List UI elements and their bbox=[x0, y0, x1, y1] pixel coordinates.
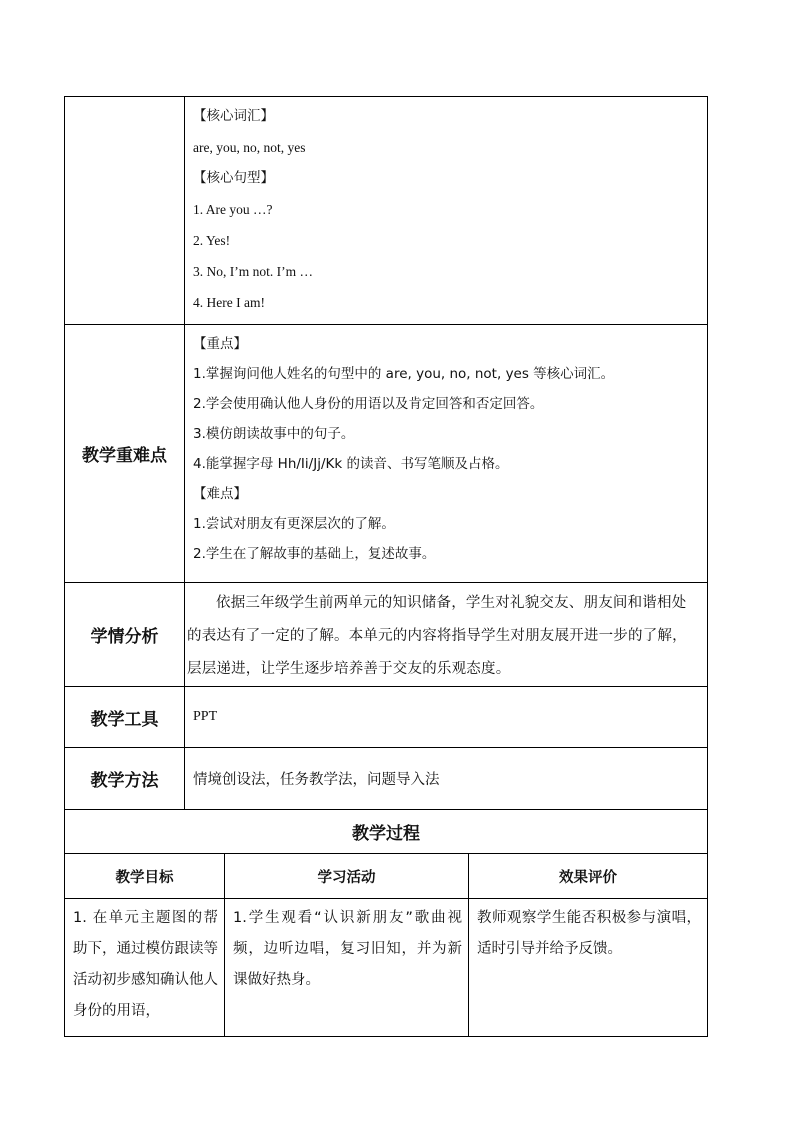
analysis-content bbox=[185, 583, 708, 687]
sentence-item: 3. No, I’m not. I’m … bbox=[193, 264, 313, 279]
vocab-label-cell bbox=[65, 97, 185, 325]
key-points-row bbox=[65, 325, 708, 583]
header-evaluation: 效果评价 bbox=[469, 854, 708, 899]
analysis-row bbox=[65, 583, 708, 687]
difficulty-item: 2.学生在了解故事的基础上，复述故事。 bbox=[193, 546, 436, 562]
process-evaluation: 教师观察学生能否积极参与演唱，适时引导并给予反馈。 bbox=[469, 899, 708, 1037]
tools-value: PPT bbox=[185, 687, 708, 748]
analysis-label: 学情分析 bbox=[65, 583, 185, 687]
vocab-row bbox=[65, 97, 708, 325]
key-points-label: 教学重难点 bbox=[65, 325, 185, 583]
process-activity: 1.学生观看“认识新朋友”歌曲视频，边听边唱，复习旧知，并为新课做好热身。 bbox=[225, 899, 469, 1037]
tools-label: 教学工具 bbox=[65, 687, 185, 748]
process-row bbox=[65, 899, 708, 1037]
sentence-item: 4. Here I am! bbox=[193, 295, 265, 310]
header-activity: 学习活动 bbox=[225, 854, 469, 899]
sentence-item: 2. Yes! bbox=[193, 233, 231, 248]
process-title: 教学过程 bbox=[65, 810, 708, 854]
difficulty-title: 【难点】 bbox=[193, 486, 247, 502]
process-title-row bbox=[65, 810, 708, 854]
focus-item: 2.学会使用确认他人身份的用语以及肯定回答和否定回答。 bbox=[193, 396, 544, 412]
key-points-content bbox=[185, 325, 708, 583]
methods-label: 教学方法 bbox=[65, 748, 185, 810]
focus-item: 1.掌握询问他人姓名的句型中的 are, you, no, not, yes 等核心词汇。 bbox=[193, 366, 615, 382]
focus-item: 3.模仿朗读故事中的句子。 bbox=[193, 426, 355, 442]
difficulty-item: 1.尝试对朋友有更深层次的了解。 bbox=[193, 516, 395, 532]
vocab-words: are, you, no, not, yes bbox=[193, 140, 306, 155]
tools-row bbox=[65, 687, 708, 748]
focus-title: 【重点】 bbox=[193, 336, 247, 352]
focus-item: 4.能掌握字母 Hh/Ii/Jj/Kk 的读音、书写笔顺及占格。 bbox=[193, 456, 509, 472]
header-goal: 教学目标 bbox=[65, 854, 225, 899]
methods-row bbox=[65, 748, 708, 810]
methods-value: 情境创设法，任务教学法，问题导入法 bbox=[185, 748, 708, 810]
sentence-item: 1. Are you …? bbox=[193, 202, 273, 217]
sentence-title: 【核心句型】 bbox=[193, 170, 274, 186]
vocab-content-cell bbox=[185, 97, 708, 325]
process-header-row bbox=[65, 854, 708, 899]
lesson-plan-table bbox=[64, 96, 708, 1037]
process-goal: 1. 在单元主题图的帮助下，通过模仿跟读等活动初步感知确认他人身份的用语， bbox=[65, 899, 225, 1037]
analysis-text: 依据三年级学生前两单元的知识储备，学生对礼貌交友、朋友间和谐相处的表达有了一定的了解。本单元的内容将指导学生对朋友展开进一步的了解，层层递进，让学生逐步培养善于交友的乐观态度。 bbox=[187, 595, 687, 677]
vocab-title: 【核心词汇】 bbox=[193, 108, 274, 124]
